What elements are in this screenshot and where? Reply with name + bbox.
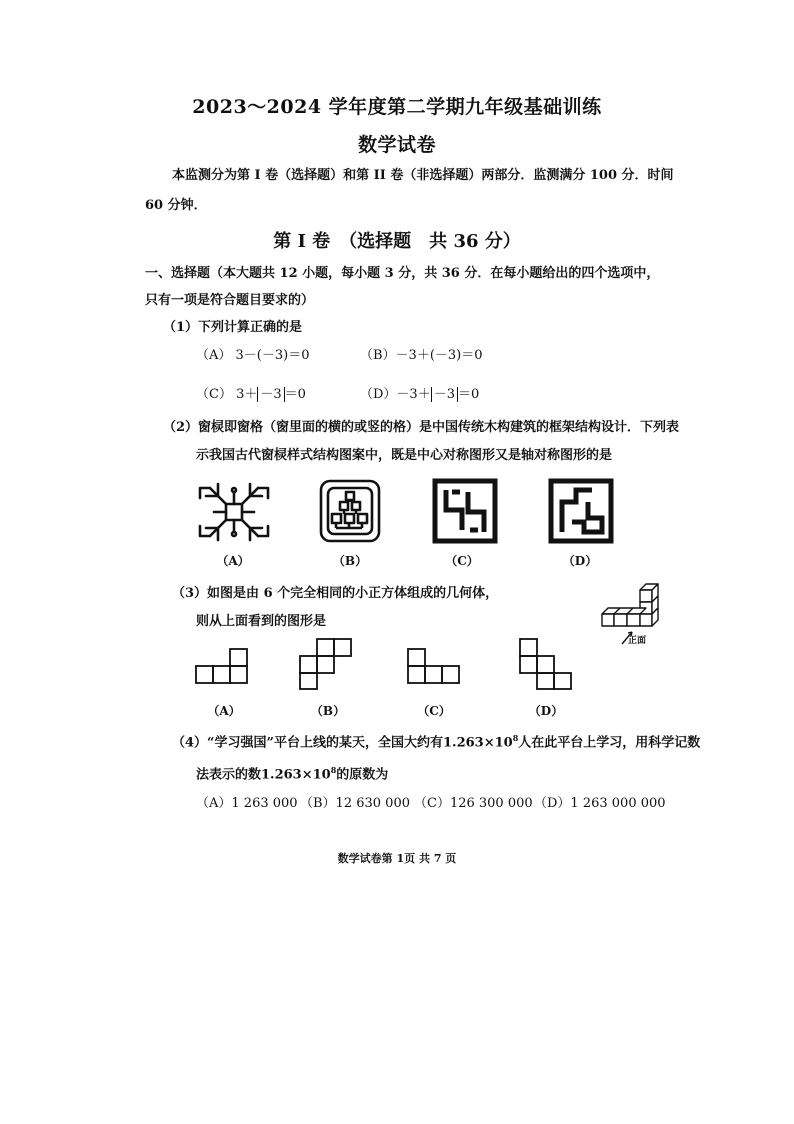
q1-option-b: （B）－3＋(－3)＝0	[360, 348, 483, 363]
q1-option-c-suffix: ＝0	[284, 387, 306, 402]
q4-stem-2-prefix: 法表示的数	[196, 767, 262, 783]
q2-stem-line-2: 示我国古代窗棂样式结构图案中，既是中心对称图形又是轴对称图形的是	[196, 448, 613, 463]
intro-line-1: 本监测分为第 I 卷（选择题）和第 II 卷（非选择题）两部分．监测满分 100 分．时间	[172, 168, 674, 183]
q1-option-d-prefix: （D）－3＋	[360, 387, 431, 402]
q4-stem-1-suffix: 人在此平台上学习，用科学记数	[518, 735, 701, 751]
q4-option-a: （A）1 263 000	[196, 796, 298, 811]
q3-option-c-figure	[408, 648, 462, 684]
q4-stem-1-number: 1.263×10	[443, 735, 513, 751]
q2-label-b: （B）	[332, 554, 368, 568]
q1-option-c	[196, 383, 306, 402]
page-title: 2023～2024 学年度第二学期九年级基础训练	[192, 96, 602, 118]
intro-line-2: 60 分钟．	[145, 198, 207, 213]
q4-stem-2-exponent: 8	[330, 765, 337, 775]
part-one-line-2: 只有一项是符合题目要求的）	[145, 293, 315, 308]
q4-option-d: （D）1 263 000 000	[534, 796, 666, 811]
q2-figure-b	[318, 478, 382, 544]
q2-label-d: （D）	[562, 554, 598, 568]
section-title: 第 I 卷 （选择题 共 36 分）	[273, 231, 521, 252]
q2-label-c: （C）	[445, 554, 479, 568]
q4-stem-1-exponent: 8	[512, 733, 519, 743]
q2-label-a: （A）	[216, 554, 250, 568]
q3-option-a-figure	[196, 648, 250, 684]
page-footer: 数学试卷第 1页 共 7 页	[337, 852, 457, 865]
q3-front-label: 正面	[628, 636, 647, 646]
q2-figure-d	[548, 478, 614, 544]
page-subtitle: 数学试卷	[357, 134, 436, 156]
q3-label-d: （D）	[528, 704, 564, 718]
q4-stem-1-prefix: （4）“学习强国”平台上线的某天，全国大约有	[172, 735, 444, 751]
q4-stem-2-suffix: 的原数为	[336, 767, 389, 783]
q3-option-b-figure	[300, 638, 354, 690]
q3-label-a: （A）	[207, 704, 241, 718]
q1-option-d	[360, 383, 479, 402]
q1-option-a: （A） 3－(－3)＝0	[196, 348, 310, 363]
q3-option-d-figure	[520, 638, 574, 690]
q3-stem-line-2: 则从上面看到的图形是	[196, 614, 327, 629]
q1-option-c-abs: －3	[257, 387, 284, 402]
q3-label-c: （C）	[417, 704, 451, 718]
part-one-line-1: 一、选择题（本大题共 12 小题，每小题 3 分，共 36 分．在每小题给出的四个选项中，	[145, 266, 660, 281]
q2-figure-c	[432, 478, 498, 544]
q4-option-c: （C）126 300 000	[414, 796, 533, 811]
q3-stem-line-1: （3）如图是由 6 个完全相同的小正方体组成的几何体，	[172, 586, 499, 601]
q4-stem-line-1	[172, 729, 700, 752]
q1-option-c-prefix: （C） 3＋	[196, 387, 258, 402]
q2-figure-a	[196, 478, 272, 546]
q1-option-d-abs: －3	[431, 387, 458, 402]
q2-stem-line-1: （2）窗棂即窗格（窗里面的横的或竖的格）是中国传统木构建筑的框架结构设计．下列表	[163, 420, 680, 435]
q1-stem: （1）下列计算正确的是	[163, 320, 303, 335]
q1-option-d-suffix: ＝0	[457, 387, 480, 402]
q3-label-b: （B）	[310, 704, 346, 718]
q4-stem-line-2	[196, 761, 388, 784]
q4-stem-2-number: 1.263×10	[261, 767, 331, 783]
q4-option-b: （B）12 630 000	[300, 796, 410, 811]
